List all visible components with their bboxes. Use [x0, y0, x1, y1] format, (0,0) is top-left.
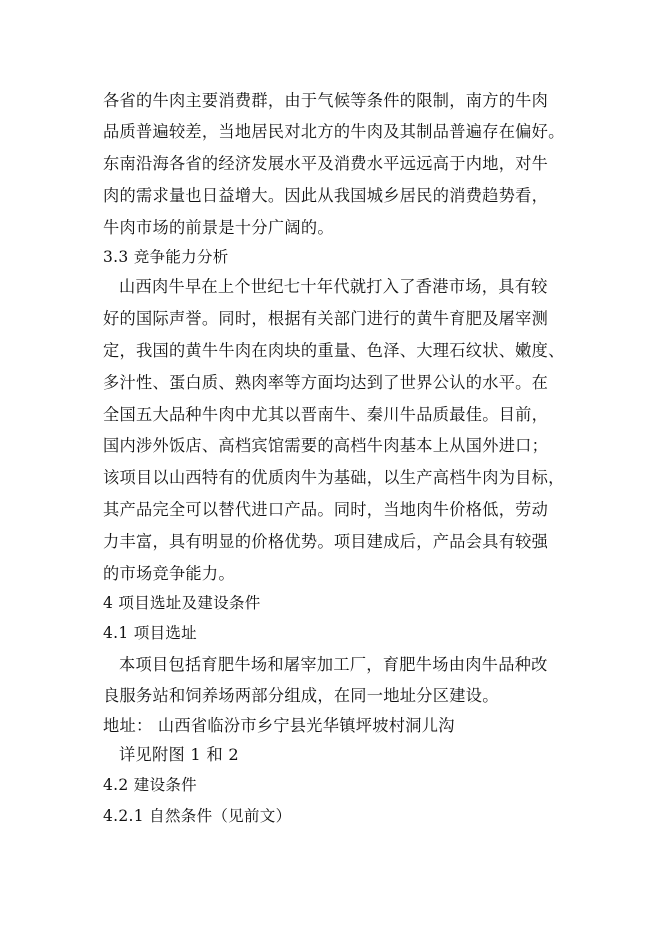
paragraph-line: 各省的牛肉主要消费群，由于气候等条件的限制，南方的牛肉: [103, 91, 549, 110]
paragraph-line: 山西肉牛早在上个世纪七十年代就打入了香港市场，具有较: [119, 277, 548, 296]
paragraph-line: 本项目包括育肥牛场和屠宰加工厂，育肥牛场由肉牛品种改: [119, 655, 548, 674]
paragraph-line: 的市场竞争能力。: [103, 564, 235, 583]
paragraph-line: 好的国际声誉。同时，根据有关部门进行的黄牛育肥及屠宰测: [103, 309, 549, 328]
attachment-note: 详见附图 1 和 2: [119, 745, 239, 764]
paragraph-line: 国内涉外饭店、高档宾馆需要的高档牛肉基本上从国外进口；: [103, 436, 549, 455]
paragraph-line: 肉的需求量也日益增大。因此从我国城乡居民的消费趋势看，: [103, 186, 549, 205]
paragraph-line: 全国五大品种牛肉中尤其以晋南牛、秦川牛品质最佳。目前，: [103, 405, 549, 424]
address-line: 地址： 山西省临汾市乡宁县光华镇坪坡村洞儿沟: [103, 716, 455, 735]
paragraph-line: 良服务站和饲养场两部分组成，在同一地址分区建设。: [103, 686, 499, 705]
paragraph-line: 品质普遍较差，当地居民对北方的牛肉及其制品普遍存在偏好。: [103, 122, 565, 141]
paragraph-line: 其产品完全可以替代进口产品。同时，当地肉牛价格低，劳动: [103, 500, 549, 519]
section-heading-3-3: 3.3 竞争能力分析: [103, 248, 229, 266]
paragraph-line: 牛肉市场的前景是十分广阔的。: [103, 218, 334, 237]
section-heading-4-2: 4.2 建设条件: [103, 776, 197, 794]
paragraph-line: 东南沿海各省的经济发展水平及消费水平远远高于内地，对牛: [103, 154, 549, 173]
section-heading-4-1: 4.1 项目选址: [103, 624, 197, 642]
paragraph-line: 该项目以山西特有的优质肉牛为基础，以生产高档牛肉为目标，: [103, 468, 565, 487]
paragraph-line: 力丰富，具有明显的价格优势。项目建成后，产品会具有较强: [103, 532, 549, 551]
paragraph-line: 多汁性、蛋白质、熟肉率等方面均达到了世界公认的水平。在: [103, 373, 549, 392]
section-heading-4: 4 项目选址及建设条件: [103, 594, 261, 612]
section-heading-4-2-1: 4.2.1 自然条件（见前文）: [103, 807, 292, 825]
paragraph-line: 定，我国的黄牛牛肉在肉块的重量、色泽、大理石纹状、嫩度、: [103, 341, 565, 360]
